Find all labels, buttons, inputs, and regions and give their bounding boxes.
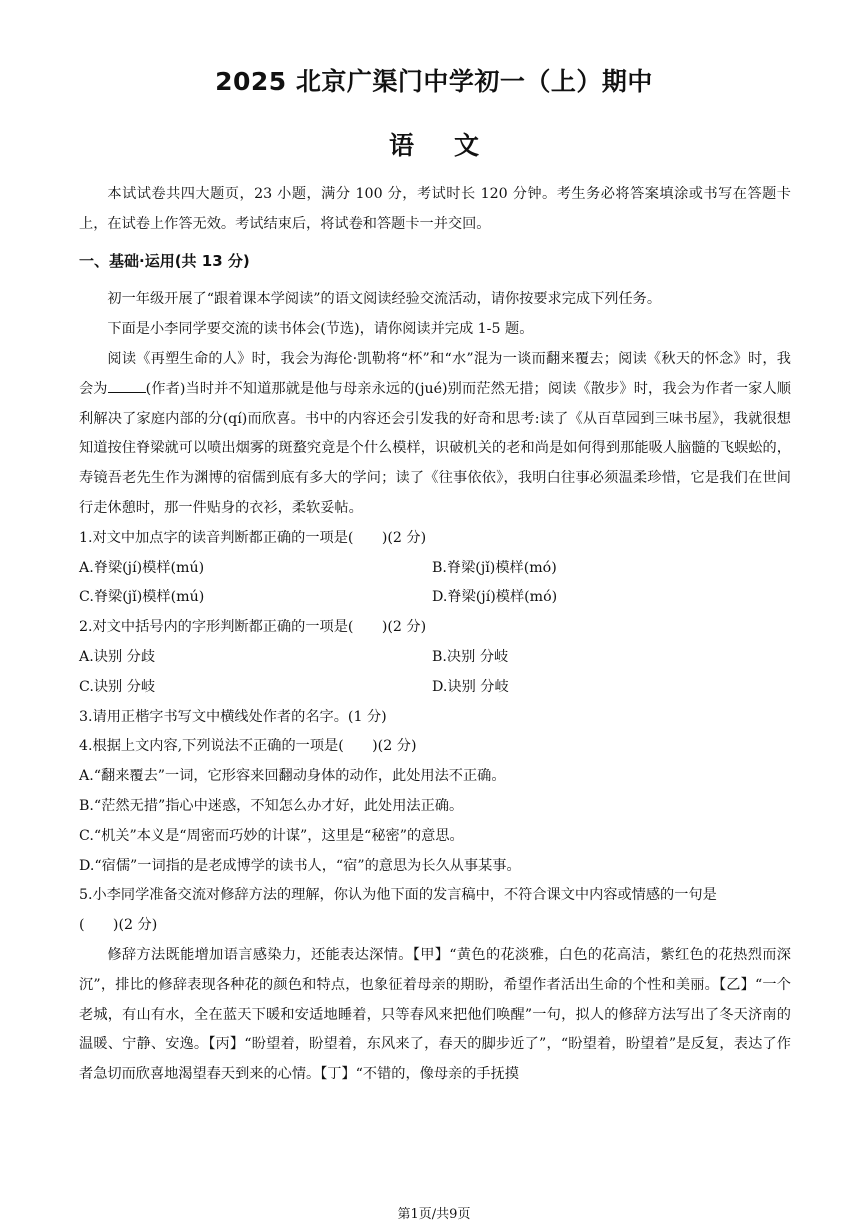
page-number: 第1页/共9页: [397, 1207, 471, 1222]
question-1-stem: 1.对文中加点字的读音判断都正确的一项是( )(2 分): [79, 529, 427, 546]
question-1-options-row-2: [79, 583, 791, 613]
q4-option-d: D.“宿儒”一词指的是老成博学的读书人，“宿”的意思为长久从事某事。: [79, 857, 521, 874]
rhetoric-passage: 修辞方法既能增加语言感染力，还能表达深情。【甲】“黄色的花淡雅，白色的花高洁，紫红色的花热烈而深沉”，排比的修辞表现各种花的颜色和特点，也象征着母亲的期盼，希望作者活出生命的个性和美丽。【乙】“一个老城，有山有水，全在蓝天下暖和安适地睡着，只等春风来把他们唤醒”一句，拟人的修辞方法写出了冬天济南的温暖、宁静、安逸。【丙】“盼望着，盼望着，东风来了，春天的脚步近了”，“盼望着，盼望着”是反复，表达了作者急切而欣喜地渴望春天到来的心情。【丁】“不错的，像母亲的手抚摸: [79, 946, 791, 1083]
question-1-options-row-1: [79, 554, 791, 584]
q1-option-d: D.脊梁(jí)模样(mó): [432, 589, 558, 606]
q2-option-d: D.诀别 分岐: [432, 678, 509, 695]
q1-option-b: B.脊梁(jǐ)模样(mó): [432, 559, 557, 576]
question-2-options-row-1: [79, 643, 791, 673]
question-2-options-row-2: [79, 673, 791, 703]
exam-title: 2025 北京广渠门中学初一（上）期中: [215, 67, 653, 96]
question-2-stem: 2.对文中括号内的字形判断都正确的一项是( )(2 分): [79, 619, 427, 636]
passage-part-2: (作者)当时并不知道那就是他与母亲永远的(jué)别而茫然无措；阅读《散步》时，我会为作者一家人顺利解决了家庭内部的分(qí)而欣喜。书中的内容还会引发我的好奇和思考:读了《从百草园到三味书屋》，我就很想知道按住脊梁就可以喷出烟雾的斑蝥究竟是个什么模样，识破机关的老和尚是如何得到那能吸人脑髓的飞蜈蚣的，寿镜吾老先生作为渊博的宿儒到底有多大的学问；读了《往事依依》，我明白往事必须温柔珍惜，它是我们在世间行走休憩时，那一件贴身的衣衫，柔软妥帖。: [79, 380, 791, 516]
passage-part-1: 阅读《再塑生命的人》时，我会为海伦·凯勒将“杯”和“水”混为一谈而翻来覆去；阅读《秋天的怀念》时，我会为: [79, 350, 791, 397]
question-5-answer-paren: ( )(2 分): [79, 917, 158, 934]
q2-option-a: A.诀别 分歧: [79, 648, 156, 665]
subject-title: 语文: [388, 131, 519, 160]
q1-option-c: C.脊梁(jǐ)模样(mú): [79, 589, 205, 606]
question-3-stem: 3.请用正楷字书写文中横线处作者的名字。(1 分): [79, 708, 387, 725]
question-5-stem: 5.小李同学准备交流对修辞方法的理解，你认为他下面的发言稿中，不符合课文中内容或情感的一句是: [79, 887, 717, 904]
passage-lead: 下面是小李同学要交流的读书体会(节选)，请你阅读并完成 1-5 题。: [107, 321, 534, 338]
question-4-stem: 4.根据上文内容,下列说法不正确的一项是( )(2 分): [79, 738, 417, 755]
reading-passage: [79, 345, 791, 524]
q1-option-a: A.脊梁(jí)模样(mú): [79, 559, 205, 576]
activity-lead: 初一年级开展了“跟着课本学阅读”的语文阅读经验交流活动，请你按要求完成下列任务。: [107, 291, 662, 308]
exam-instructions: 本试试卷共四大题页，23 小题，满分 100 分，考试时长 120 分钟。考生务必将答案填涂或书写在答题卡上，在试卷上作答无效。考试结束后，将试卷和答题卡一并交回。: [79, 186, 791, 232]
exam-body: [79, 180, 791, 1090]
section-heading: 一、基础·运用(共 13 分): [79, 251, 250, 270]
q2-option-c: C.诀别 分岐: [79, 678, 156, 695]
q2-option-b: B.决别 分岐: [432, 648, 509, 665]
q4-option-c: C.“机关”本义是“周密而巧妙的计谋”，这里是“秘密”的意思。: [79, 827, 464, 844]
q4-option-b: B.“茫然无措”指心中迷惑，不知怎么办才好，此处用法正确。: [79, 797, 464, 814]
author-blank: [108, 378, 146, 393]
q4-option-a: A.“翻来覆去”一词，它形容来回翻动身体的动作，此处用法不正确。: [79, 768, 506, 785]
